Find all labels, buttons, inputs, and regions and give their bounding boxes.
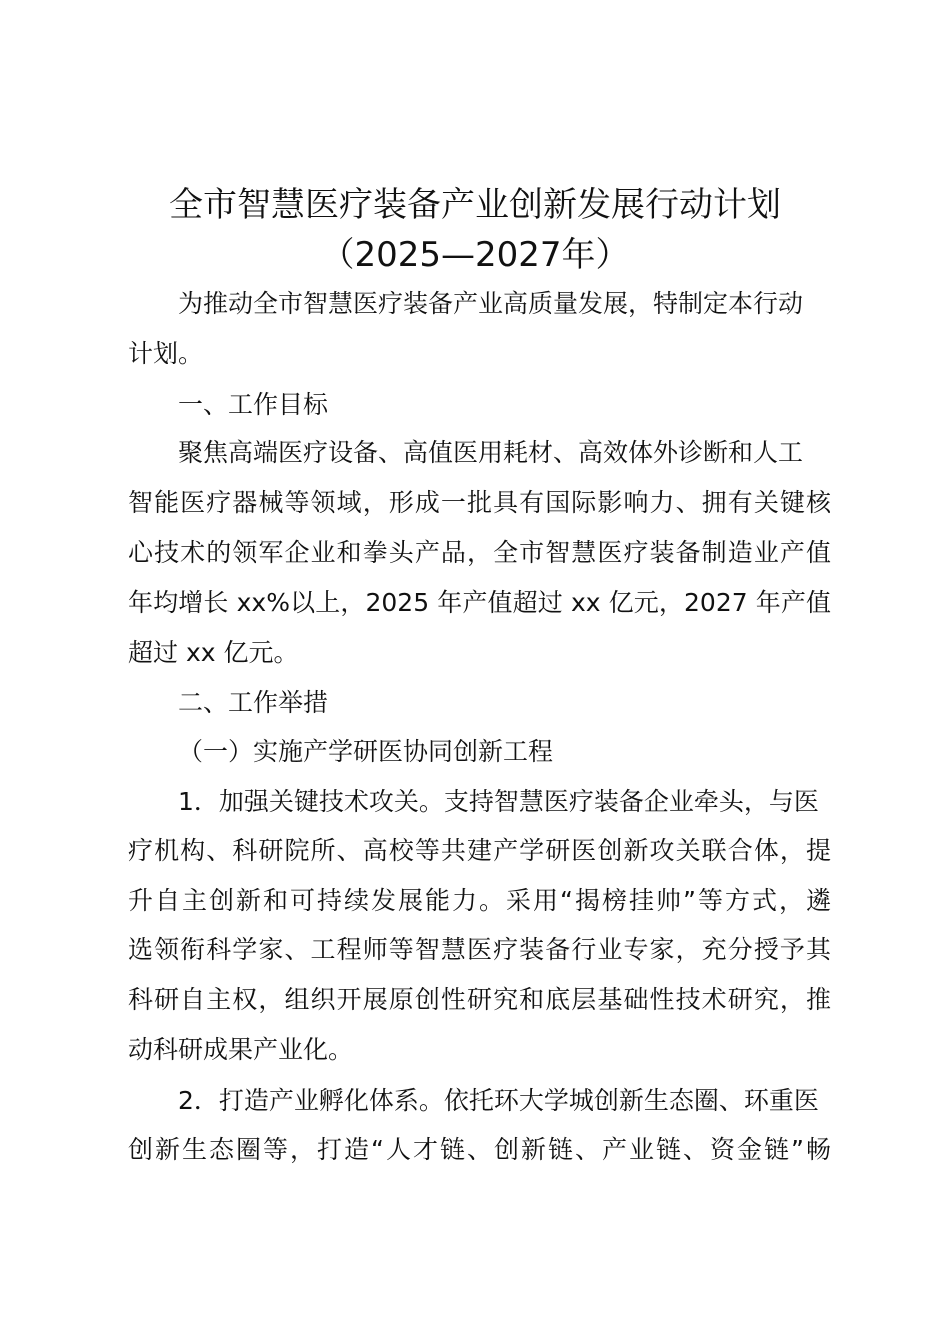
goals-line-5: 超过 xx 亿元。: [128, 638, 299, 667]
measure2-line-2: 创新生态圈等，打造“人才链、创新链、产业链、资金链”畅: [128, 1135, 831, 1164]
document-title: 全市智慧医疗装备产业创新发展行动计划: [169, 185, 781, 225]
section-heading-measures: 二、工作举措: [178, 688, 329, 717]
measure2-line-1: 2．打造产业孵化体系。依托环大学城创新生态圈、环重医: [178, 1086, 819, 1115]
goals-line-1: 聚焦高端医疗设备、高值医用耗材、高效体外诊断和人工: [178, 438, 804, 467]
goals-line-4: 年均增长 xx%以上，2025 年产值超过 xx 亿元，2027 年产值: [128, 588, 831, 617]
intro-line-1: 为推动全市智慧医疗装备产业高质量发展，特制定本行动: [178, 289, 804, 318]
measure1-line-5: 科研自主权，组织开展原创性研究和底层基础性技术研究，推: [128, 985, 831, 1014]
measure1-line-1: 1．加强关键技术攻关。支持智慧医疗装备企业牵头，与医: [178, 787, 819, 816]
intro-line-2: 计划。: [128, 339, 204, 368]
measure1-line-6: 动科研成果产业化。: [128, 1035, 354, 1064]
section-heading-goals: 一、工作目标: [178, 390, 329, 419]
measure1-line-4: 选领衔科学家、工程师等智慧医疗装备行业专家，充分授予其: [128, 935, 831, 964]
measure1-line-2: 疗机构、科研院所、高校等共建产学研医创新攻关联合体，提: [128, 836, 831, 865]
subsection-heading-1: （一）实施产学研医协同创新工程: [178, 737, 554, 766]
goals-line-2: 智能医疗器械等领域，形成一批具有国际影响力、拥有关键核: [128, 488, 831, 517]
goals-line-3: 心技术的领军企业和拳头产品，全市智慧医疗装备制造业产值: [128, 538, 831, 567]
measure1-line-3: 升自主创新和可持续发展能力。采用“揭榜挂帅”等方式，遴: [128, 886, 831, 915]
document-subtitle-years: （2025—2027年）: [320, 235, 630, 275]
